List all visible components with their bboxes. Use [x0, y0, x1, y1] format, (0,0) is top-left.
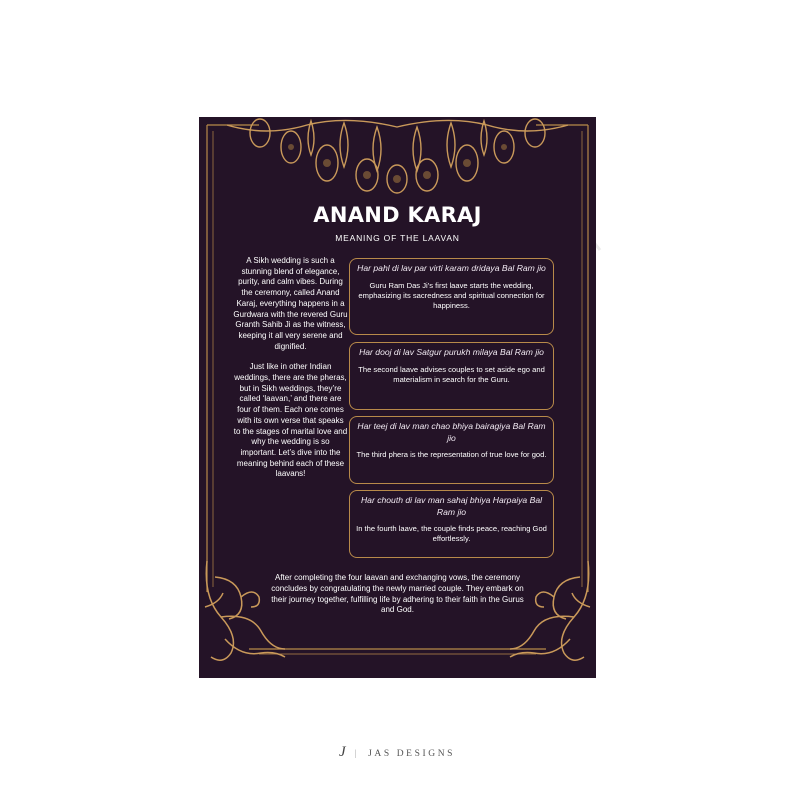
laav-verse: Har chouth di lav man sahaj bhiya Harpaiya Bal Ram jio	[360, 495, 543, 517]
intro-text	[233, 256, 348, 490]
laav-meaning: The second laave advises couples to set aside ego and materialism in search for the Guru.	[358, 364, 545, 384]
page-subtitle: MEANING OF THE LAAVAN	[335, 233, 460, 243]
laavan-card	[199, 117, 596, 678]
laav-box-2	[349, 342, 554, 410]
laav-box-3	[349, 416, 554, 484]
brand-name: JAS DESIGNS	[368, 749, 456, 759]
laav-meaning: In the fourth laave, the couple finds peace, reaching God effortlessly.	[356, 524, 547, 544]
closing-text: After completing the four laavan and exchanging vows, the ceremony concludes by congratulating the newly married couple. They embark on their journey together, fulfilling life by adhering to their faith in the Gurus and God.	[271, 573, 524, 615]
page-title: ANAND KARAJ	[313, 203, 482, 227]
mandala-ornament-icon	[227, 117, 568, 195]
laav-verse: Har teej di lav man chao bhiya bairagiya Bal Ram jio	[357, 421, 546, 443]
brand-footer	[0, 744, 794, 761]
brand-divider: |	[354, 749, 360, 759]
laav-meaning: Guru Ram Das Ji’s first laave starts the wedding, emphasizing its sacredness and spiritual connection for happiness.	[358, 280, 545, 310]
laav-box-1	[349, 258, 554, 335]
brand-mark: J	[338, 744, 346, 760]
laav-verse: Har dooj di lav Satgur purukh milaya Bal Ram jio	[359, 347, 544, 357]
laav-verse: Har pahl di lav par virti karam dridaya Bal Ram jio	[357, 263, 546, 273]
laav-meaning: The third phera is the representation of true love for god.	[356, 450, 547, 459]
intro-paragraph: Just like in other Indian weddings, there are the pheras, but in Sikh weddings, they’re called ‘laavan,’ and there are four of them. Each one comes with its own verse that speaks to the stages of marital love and why the wedding is so important. Let’s dive into the meaning behind each of these laavans!	[233, 362, 348, 479]
intro-paragraph: A Sikh wedding is such a stunning blend of elegance, purity, and calm vibes. During the ceremony, called Anand Karaj, everything happens in a Gurdwara with the revered Guru Granth Sahib Ji as the witness, keeping it all very serene and dignified.	[233, 256, 348, 351]
laav-box-4	[349, 490, 554, 558]
